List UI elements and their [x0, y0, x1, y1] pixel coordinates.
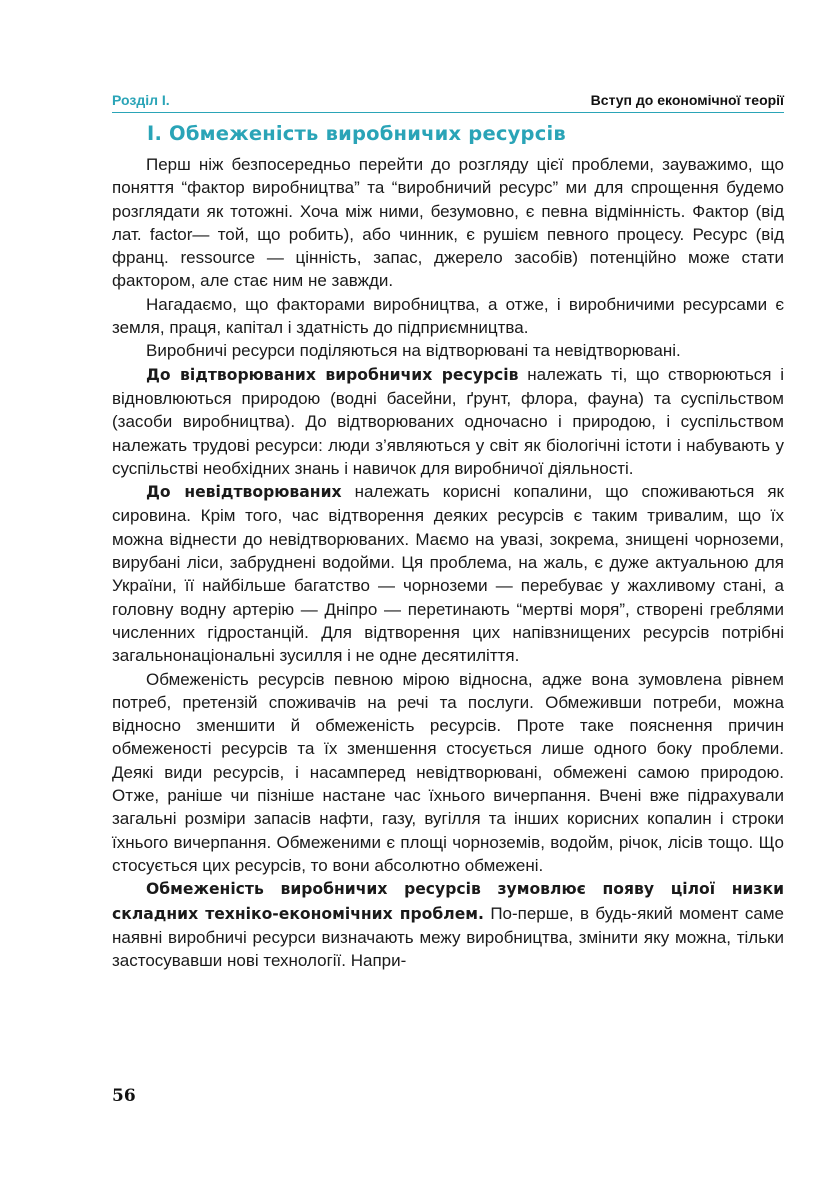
bold-statement: Обмеженість виробничих ресурсів зумовлює появу цілої низки складних техніко-економічних проблем.	[112, 880, 784, 923]
paragraph	[112, 480, 784, 667]
body-text	[112, 153, 784, 972]
section-label: Розділ І.	[112, 92, 170, 108]
paragraph	[112, 363, 784, 480]
paragraph: Виробничі ресурси поділяються на відтворювані та невідтворювані.	[146, 341, 681, 361]
section-title: І. Обмеженість виробничих ресурсів	[147, 122, 566, 145]
paragraph-text: належать ті, що створюються і відновлюються природою (водні басейни, ґрунт, флора, фауна) та суспільством (засоби виробництва). До відтворюваних одночасно і природою, і суспільством належать трудові ресурси: люди з’являються у світ як біологічні істоти і набувають у суспільстві необхідних знань і навичок для виробничої діяльності.	[112, 364, 785, 478]
paragraph	[112, 877, 784, 972]
paragraph: Обмеженість ресурсів певною мірою відносна, адже вона зумовлена рівнем потреб, претензій споживачів на речі та послуги. Обмеживши потреби, можна відносно зменшити й обмеженість ресурсів. Проте таке пояснення причин обмеженості ресурсів та їх зменшення стосується лише одного боку проблеми. Деякі види ресурсів, і насамперед невідтворювані, обмежені самою природою. Отже, раніше чи пізніше настане час їхнього вичерпання. Вчені вже підрахували загальні розміри запасів нафти, газу, вугілля та інших корисних копалин і строки їхнього вичерпання. Обмеженими є площі чорноземів, водойм, річок, лісів тощо. Що стосується цих ресурсів, то вони абсолютно обмежені.	[112, 669, 784, 875]
header-divider	[112, 112, 784, 113]
bold-term: До невідтворюваних	[146, 483, 342, 502]
topic-label: Вступ до економічної теорії	[590, 92, 784, 108]
paragraph-text: належать корисні копалини, що споживаються як сировина. Крім того, час відтворення деяких ресурсів є таким тривалим, що їх можна віднести до невідтворюваних. Маємо на увазі, зокрема, знищені чорноземи, вирубані ліси, забруднені водойми. Ця проблема, на жаль, є дуже актуальною для України, її найбільше багатство — чорноземи — перебуває у жахливому стані, а головну водну артерію — Дніпро — перетинають “мертві моря”, створені греблями численних гідростанцій. Для відтворення цих напівзнищених ресурсів потрібні загальнонаціональні зусилля і не одне десятиліття.	[112, 482, 784, 666]
paragraph: Нагадаємо, що факторами виробництва, а отже, і виробничими ресурсами є земля, праця, капітал і здатність до підприємництва.	[112, 294, 784, 338]
paragraph-text: По-перше, в будь-який момент саме наявні виробничі ресурси визначають межу виробництва, змінити яку можна, тільки застосувавши нові технології. Напри-	[112, 903, 784, 971]
running-header	[112, 92, 784, 108]
page-number: 56	[112, 1086, 136, 1106]
paragraph: Перш ніж безпосередньо перейти до розгляду цієї проблеми, зауважимо, що поняття “фактор виробництва” та “виробничий ресурс” ми для спрощення будемо розглядати як тотожні. Хоча між ними, безумовно, є певна відмінність. Фактор (від лат. factor— той, що робить), або чинник, є рушієм певного процесу. Ресурс (від франц. ressource — цінність, запас, джерело засобів) потенційно може стати фактором, але стає ним не завжди.	[112, 155, 784, 291]
bold-term: До відтворюваних виробничих ресурсів	[146, 365, 519, 384]
